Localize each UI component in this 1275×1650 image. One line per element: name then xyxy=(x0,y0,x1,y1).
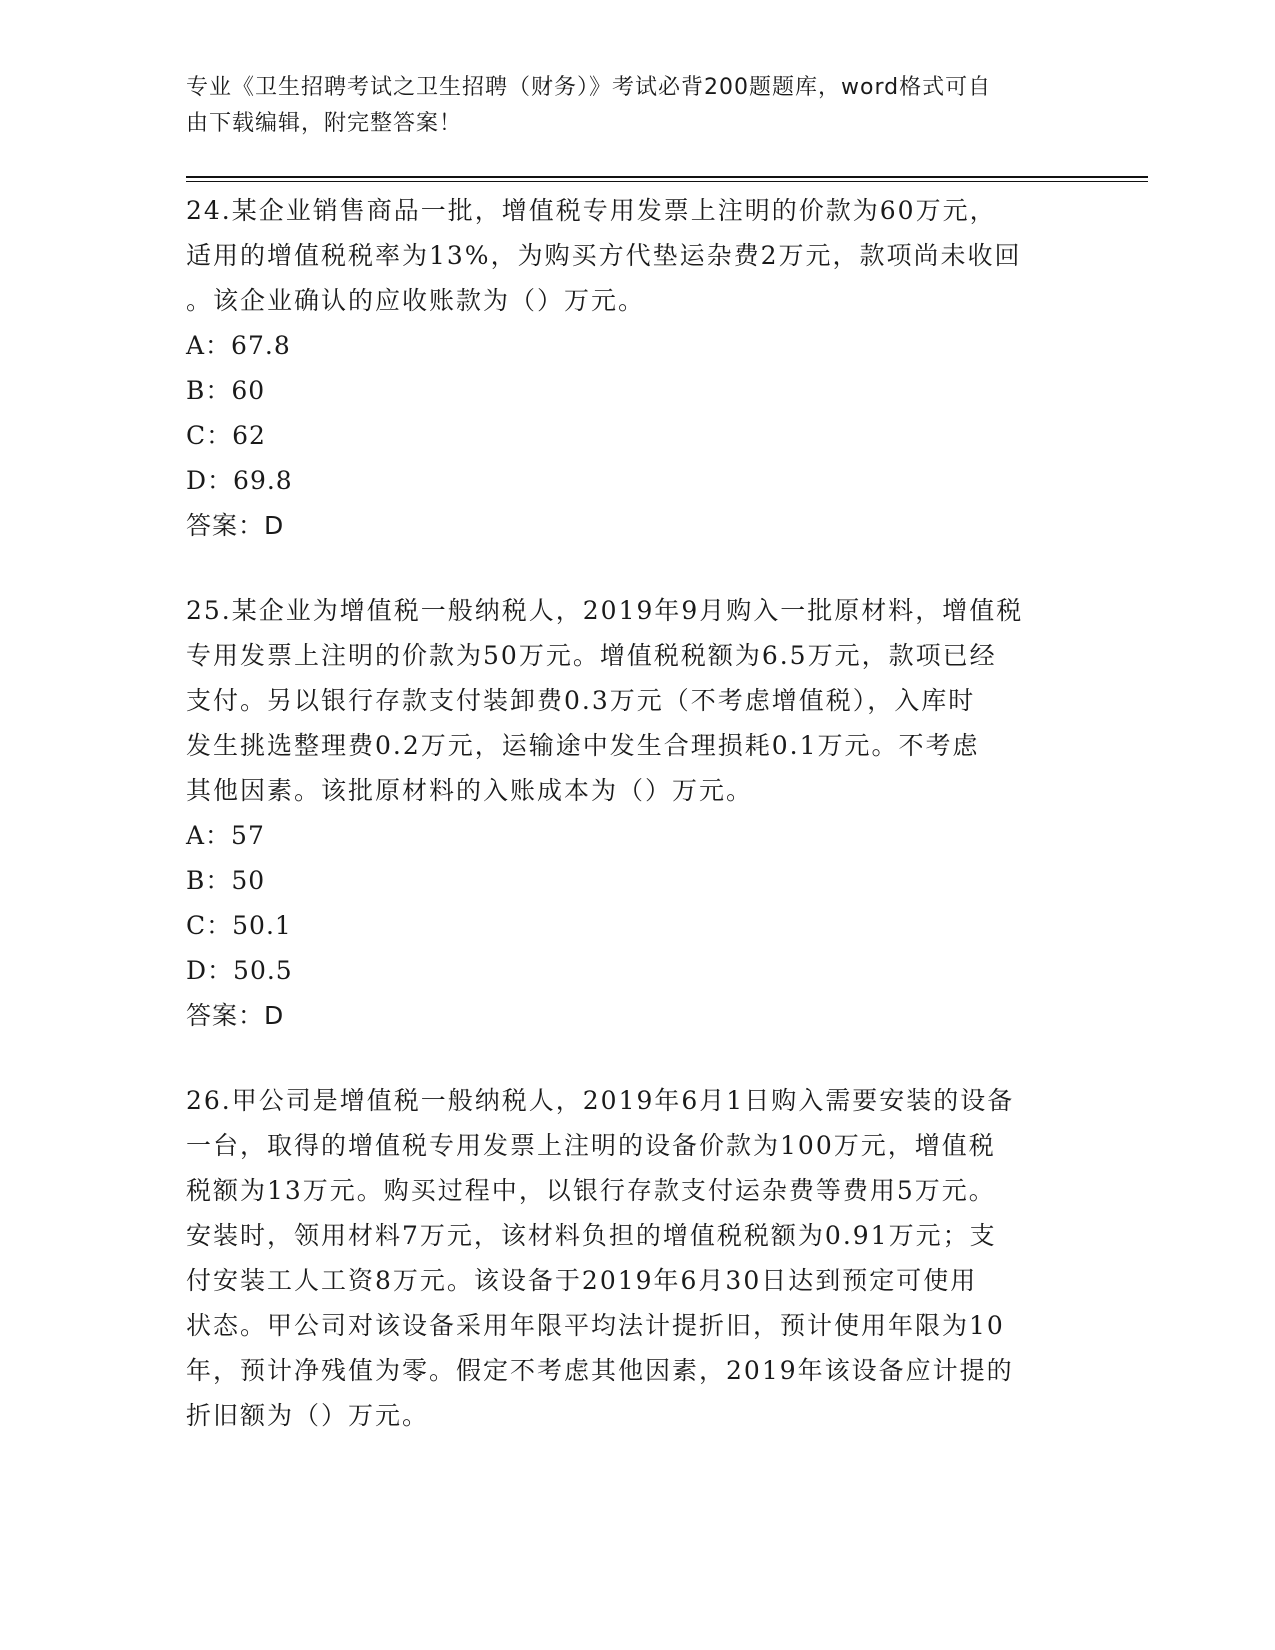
header-line-2: 由下载编辑，附完整答案！ xyxy=(186,111,463,136)
question-text-line: 状态。甲公司对该设备采用年限平均法计提折旧，预计使用年限为10 xyxy=(186,1311,1005,1340)
header-line-1: 专业《卫生招聘考试之卫生招聘（财务）》考试必背200题题库，word格式可自 xyxy=(186,75,992,100)
question-text-line: 税额为13万元。购买过程中，以银行存款支付运杂费等费用5万元。 xyxy=(186,1176,996,1205)
answer-line: 答案：D xyxy=(186,1001,285,1030)
option-a: A：57 xyxy=(186,821,265,850)
question-24 xyxy=(186,188,1086,548)
question-text-line: 其他因素。该批原材料的入账成本为（）万元。 xyxy=(186,776,754,805)
option-d: D：50.5 xyxy=(186,956,293,985)
question-text-line: 折旧额为（）万元。 xyxy=(186,1401,430,1430)
question-text-line: 。该企业确认的应收账款为（）万元。 xyxy=(186,286,646,315)
question-25 xyxy=(186,588,1086,1038)
question-26 xyxy=(186,1078,1086,1438)
question-text-line: 24.某企业销售商品一批，增值税专用发票上注明的价款为60万元， xyxy=(186,196,997,225)
option-c: C：50.1 xyxy=(186,911,292,940)
divider-thin-line xyxy=(186,181,1148,182)
question-text-line: 26.甲公司是增值税一般纳税人，2019年6月1日购入需要安装的设备 xyxy=(186,1086,1015,1115)
question-text-line: 适用的增值税税率为13%，为购买方代垫运杂费2万元，款项尚未收回 xyxy=(186,241,1022,270)
question-text-line: 发生挑选整理费0.2万元，运输途中发生合理损耗0.1万元。不考虑 xyxy=(186,731,980,760)
divider-thick-line xyxy=(186,176,1148,178)
question-text-line: 25.某企业为增值税一般纳税人，2019年9月购入一批原材料，增值税 xyxy=(186,596,1024,625)
option-a: A：67.8 xyxy=(186,331,291,360)
option-b: B：60 xyxy=(186,376,266,405)
question-text-line: 年，预计净残值为零。假定不考虑其他因素，2019年该设备应计提的 xyxy=(186,1356,1014,1385)
option-c: C：62 xyxy=(186,421,266,450)
question-list xyxy=(186,188,1086,1478)
option-d: D：69.8 xyxy=(186,466,293,495)
header-divider xyxy=(186,176,1148,182)
option-b: B：50 xyxy=(186,866,266,895)
answer-line: 答案：D xyxy=(186,511,285,540)
question-text-line: 一台，取得的增值税专用发票上注明的设备价款为100万元，增值税 xyxy=(186,1131,996,1160)
question-text-line: 专用发票上注明的价款为50万元。增值税税额为6.5万元，款项已经 xyxy=(186,641,997,670)
question-text-line: 安装时，领用材料7万元，该材料负担的增值税税额为0.91万元；支 xyxy=(186,1221,997,1250)
question-text-line: 付安装工人工资8万元。该设备于2019年6月30日达到预定可使用 xyxy=(186,1266,978,1295)
question-text-line: 支付。另以银行存款支付装卸费0.3万元（不考虑增值税），入库时 xyxy=(186,686,976,715)
document-header xyxy=(186,70,1146,142)
